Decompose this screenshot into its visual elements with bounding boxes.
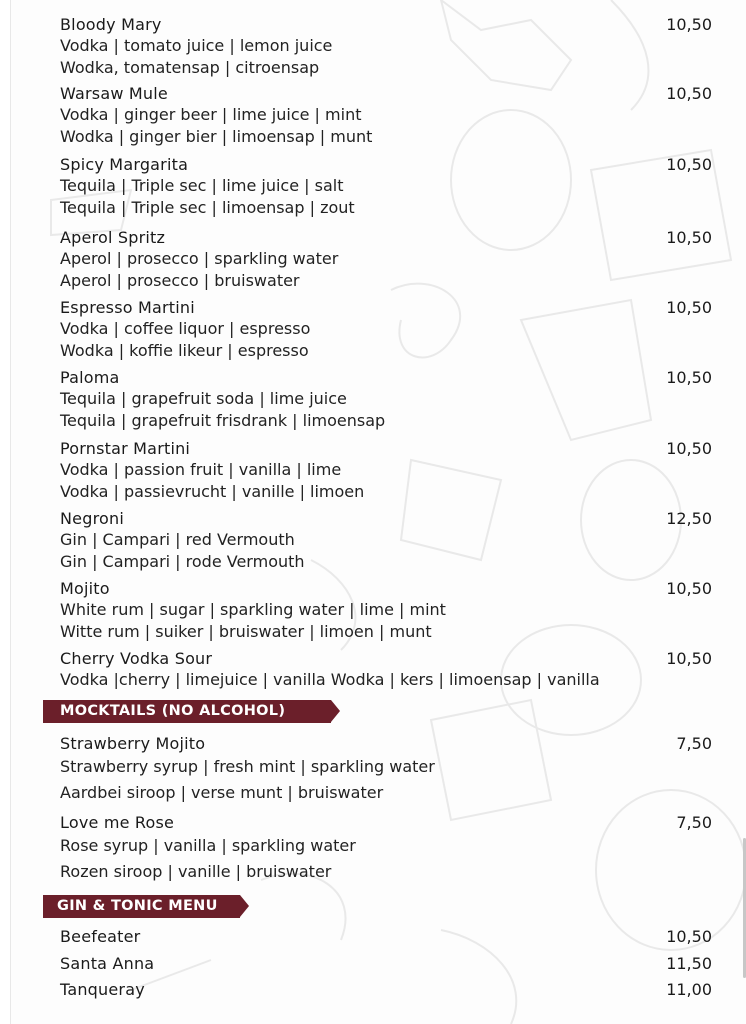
- item-desc-en: Vodka | passion fruit | vanilla | lime: [60, 460, 342, 479]
- menu-item-strawberry-mojito: [60, 733, 712, 806]
- menu-item-mojito: [60, 578, 712, 642]
- item-price: 10,50: [666, 15, 712, 34]
- section-heading-gin-tonic: GIN & TONIC MENU: [43, 895, 240, 918]
- item-desc-nl: Wodka | ginger bier | limoensap | munt: [60, 126, 373, 146]
- menu-item-warsaw-mule: [60, 83, 712, 147]
- item-desc-nl: Wodka, tomatensap | citroensap: [60, 57, 320, 77]
- item-desc-nl: Tequila | grapefruit frisdrank | limoensap: [60, 410, 386, 430]
- menu-item-aperol-spritz: [60, 227, 712, 291]
- item-name: Paloma: [60, 368, 120, 387]
- item-price: 12,50: [666, 509, 712, 528]
- item-desc-nl: Aperol | prosecco | bruiswater: [60, 270, 300, 290]
- item-name: Beefeater: [60, 927, 141, 946]
- item-name: Spicy Margarita: [60, 155, 189, 174]
- item-desc-en: Vodka | ginger beer | lime juice | mint: [60, 105, 362, 124]
- item-price: 10,50: [666, 298, 712, 317]
- menu-item-paloma: [60, 367, 712, 431]
- menu-item-spicy-margarita: [60, 154, 712, 218]
- item-desc-en: Vodka |cherry | limejuice | vanilla Wodka | kers | limoensap | vanilla: [60, 670, 600, 689]
- item-desc-nl: Aardbei siroop | verse munt | bruiswater: [60, 783, 384, 802]
- menu-item-negroni: [60, 508, 712, 572]
- item-desc-en: Strawberry syrup | fresh mint | sparkling water: [60, 757, 435, 776]
- item-price: 10,50: [666, 84, 712, 103]
- item-price: 7,50: [676, 813, 712, 832]
- item-desc-nl: Tequila | Triple sec | limoensap | zout: [60, 197, 355, 217]
- item-desc-nl: Vodka | passievrucht | vanille | limoen: [60, 481, 365, 501]
- item-name: Strawberry Mojito: [60, 734, 206, 753]
- item-desc-en: Vodka | coffee liquor | espresso: [60, 319, 311, 338]
- item-price: 11,50: [666, 954, 712, 973]
- item-desc-nl: Witte rum | suiker | bruiswater | limoen | munt: [60, 621, 432, 641]
- item-price: 7,50: [676, 734, 712, 753]
- menu-item-cherry-vodka-sour: [60, 648, 712, 691]
- item-name: Aperol Spritz: [60, 228, 166, 247]
- item-name: Mojito: [60, 579, 110, 598]
- item-desc-nl: Rozen siroop | vanille | bruiswater: [60, 862, 332, 881]
- item-name: Espresso Martini: [60, 298, 195, 317]
- menu-item-bloody-mary: [60, 14, 712, 78]
- item-price: 10,50: [666, 649, 712, 668]
- item-desc-en: Gin | Campari | red Vermouth: [60, 530, 295, 549]
- item-desc-en: Aperol | prosecco | sparkling water: [60, 249, 339, 268]
- item-desc-en: Rose syrup | vanilla | sparkling water: [60, 836, 356, 855]
- item-desc-en: Vodka | tomato juice | lemon juice: [60, 36, 333, 55]
- item-name: Negroni: [60, 509, 124, 528]
- section-heading-mocktails: MOCKTAILS (NO ALCOHOL): [43, 700, 331, 723]
- item-name: Santa Anna: [60, 954, 155, 973]
- item-price: 10,50: [666, 579, 712, 598]
- item-name: Bloody Mary: [60, 15, 162, 34]
- item-name: Cherry Vodka Sour: [60, 649, 213, 668]
- menu-item-love-me-rose: [60, 812, 712, 885]
- item-name: Pornstar Martini: [60, 439, 191, 458]
- menu-item-beefeater: [60, 926, 712, 947]
- item-price: 11,00: [666, 980, 712, 999]
- item-price: 10,50: [666, 927, 712, 946]
- menu-item-espresso-martini: [60, 297, 712, 361]
- item-desc-en: Tequila | grapefruit soda | lime juice: [60, 389, 347, 408]
- menu-item-pornstar-martini: [60, 438, 712, 502]
- menu-item-tanqueray: [60, 979, 712, 1000]
- item-desc-en: Tequila | Triple sec | lime juice | salt: [60, 176, 344, 195]
- item-name: Tanqueray: [60, 980, 145, 999]
- item-name: Warsaw Mule: [60, 84, 168, 103]
- item-price: 10,50: [666, 439, 712, 458]
- item-desc-nl: Gin | Campari | rode Vermouth: [60, 551, 305, 571]
- item-price: 10,50: [666, 155, 712, 174]
- item-desc-nl: Wodka | koffie likeur | espresso: [60, 340, 309, 360]
- item-name: Love me Rose: [60, 813, 175, 832]
- item-price: 10,50: [666, 228, 712, 247]
- item-price: 10,50: [666, 368, 712, 387]
- menu-item-santa-anna: [60, 953, 712, 974]
- item-desc-en: White rum | sugar | sparkling water | lime | mint: [60, 600, 446, 619]
